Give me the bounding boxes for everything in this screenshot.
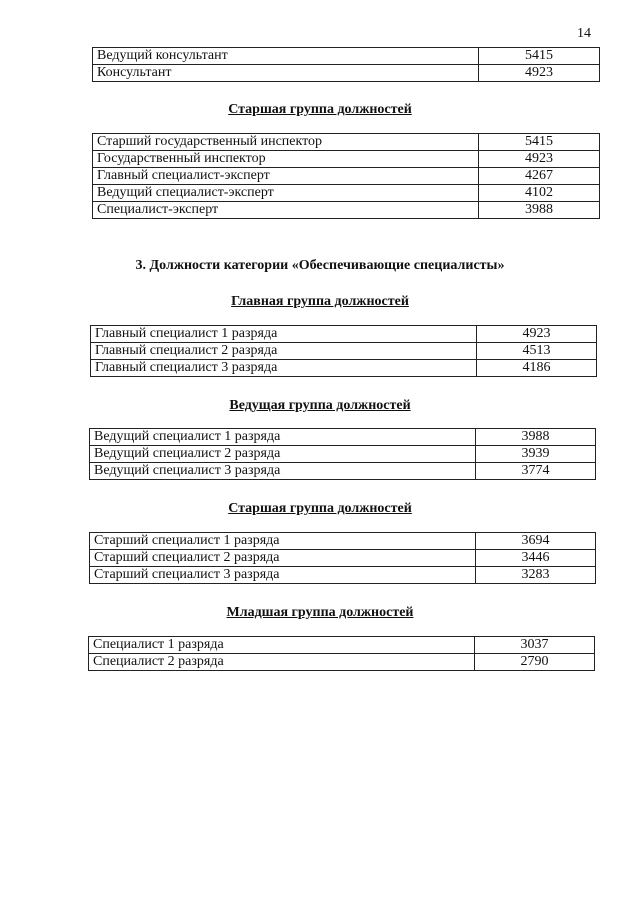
salary-cell: 3446 (476, 550, 596, 567)
page-number: 14 (577, 26, 591, 41)
position-cell: Старший специалист 3 разряда (90, 567, 476, 584)
table-row (93, 134, 600, 151)
positions-table-senior (92, 133, 600, 219)
salary-cell: 5415 (479, 134, 600, 151)
position-cell: Главный специалист-эксперт (93, 168, 479, 185)
positions-table-junior (88, 636, 595, 671)
positions-table-top (92, 47, 600, 82)
position-cell: Ведущий консультант (93, 48, 479, 65)
table-row (90, 429, 596, 446)
table-row (91, 343, 597, 360)
table-row (93, 151, 600, 168)
position-cell: Главный специалист 3 разряда (91, 360, 477, 377)
group-heading-senior: Старшая группа должностей (228, 102, 412, 117)
position-cell: Старший специалист 2 разряда (90, 550, 476, 567)
salary-cell: 4923 (477, 326, 597, 343)
positions-table-senior-specialists (89, 532, 596, 584)
salary-cell: 4186 (477, 360, 597, 377)
salary-cell: 5415 (479, 48, 600, 65)
table-row (90, 567, 596, 584)
position-cell: Специалист 2 разряда (89, 654, 475, 671)
salary-cell: 4923 (479, 65, 600, 82)
group-heading-leading: Ведущая группа должностей (229, 398, 411, 413)
salary-cell: 3988 (479, 202, 600, 219)
table-row (91, 360, 597, 377)
position-cell: Главный специалист 1 разряда (91, 326, 477, 343)
salary-cell: 4513 (477, 343, 597, 360)
category-heading: 3. Должности категории «Обеспечивающие специалисты» (135, 258, 505, 273)
group-heading-senior-specialists: Старшая группа должностей (228, 501, 412, 516)
table-row (93, 185, 600, 202)
positions-table-leading (89, 428, 596, 480)
position-cell: Ведущий специалист-эксперт (93, 185, 479, 202)
table-row (90, 463, 596, 480)
table-row (93, 65, 600, 82)
position-cell: Ведущий специалист 3 разряда (90, 463, 476, 480)
salary-cell: 3694 (476, 533, 596, 550)
position-cell: Государственный инспектор (93, 151, 479, 168)
salary-cell: 3283 (476, 567, 596, 584)
table-row (89, 654, 595, 671)
position-cell: Консультант (93, 65, 479, 82)
position-cell: Ведущий специалист 1 разряда (90, 429, 476, 446)
table-row (90, 446, 596, 463)
position-cell: Старший специалист 1 разряда (90, 533, 476, 550)
salary-cell: 3774 (476, 463, 596, 480)
salary-cell: 4267 (479, 168, 600, 185)
positions-table-chief (90, 325, 597, 377)
salary-cell: 3988 (476, 429, 596, 446)
salary-cell: 4923 (479, 151, 600, 168)
salary-cell: 2790 (475, 654, 595, 671)
table-row (91, 326, 597, 343)
position-cell: Специалист 1 разряда (89, 637, 475, 654)
table-row (93, 168, 600, 185)
position-cell: Специалист-эксперт (93, 202, 479, 219)
position-cell: Старший государственный инспектор (93, 134, 479, 151)
table-row (93, 48, 600, 65)
position-cell: Ведущий специалист 2 разряда (90, 446, 476, 463)
position-cell: Главный специалист 2 разряда (91, 343, 477, 360)
salary-cell: 3037 (475, 637, 595, 654)
table-row (93, 202, 600, 219)
table-row (90, 550, 596, 567)
table-row (90, 533, 596, 550)
group-heading-junior: Младшая группа должностей (226, 605, 414, 620)
salary-cell: 4102 (479, 185, 600, 202)
table-row (89, 637, 595, 654)
group-heading-chief: Главная группа должностей (231, 294, 409, 309)
salary-cell: 3939 (476, 446, 596, 463)
